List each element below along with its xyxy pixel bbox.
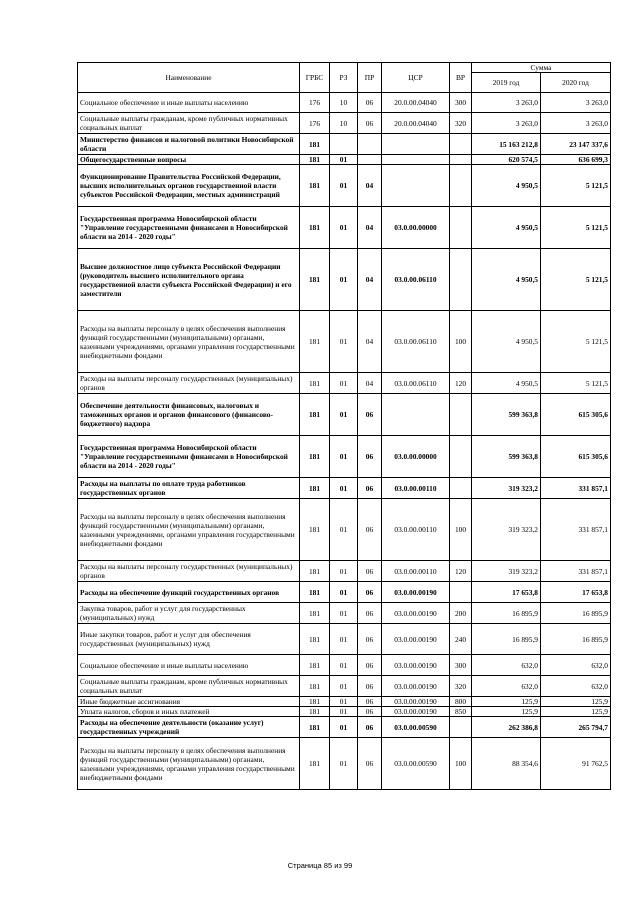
cell-pr: 06 [358, 697, 382, 707]
cell-csr: 03.0.00.00000 [382, 207, 450, 249]
cell-pr: 06 [358, 707, 382, 717]
cell-v2019: 4 950,5 [472, 373, 541, 394]
table-row [78, 394, 611, 436]
cell-csr: 03.0.00.06110 [382, 311, 450, 373]
cell-rz: 01 [330, 603, 358, 624]
cell-grbs: 181 [300, 561, 330, 582]
cell-name: Расходы на выплаты по оплате труда работников государственных органов [78, 478, 300, 499]
cell-vr [450, 436, 472, 478]
cell-grbs: 181 [300, 478, 330, 499]
cell-grbs: 181 [300, 311, 330, 373]
cell-grbs: 181 [300, 155, 330, 165]
cell-name: Социальное обеспечение и иные выплаты населению [78, 93, 300, 113]
cell-grbs: 176 [300, 93, 330, 113]
cell-pr: 04 [358, 373, 382, 394]
cell-vr: 100 [450, 738, 472, 790]
cell-v2019: 620 574,5 [472, 155, 541, 165]
cell-csr: 03.0.00.00110 [382, 478, 450, 499]
cell-v2019: 319 323,2 [472, 561, 541, 582]
cell-rz: 01 [330, 373, 358, 394]
cell-v2020: 615 305,6 [541, 394, 611, 436]
cell-name: Закупка товаров, работ и услуг для государственных (муниципальных) нужд [78, 603, 300, 624]
table-row [78, 499, 611, 561]
cell-rz: 01 [330, 311, 358, 373]
cell-pr [358, 155, 382, 165]
cell-csr [382, 394, 450, 436]
table-row [78, 373, 611, 394]
cell-vr [450, 165, 472, 207]
cell-vr [450, 207, 472, 249]
cell-grbs: 181 [300, 738, 330, 790]
cell-vr [450, 155, 472, 165]
cell-v2019: 632,0 [472, 676, 541, 697]
cell-grbs: 181 [300, 499, 330, 561]
cell-grbs: 181 [300, 603, 330, 624]
cell-name: Уплата налогов, сборов и иных платежей [78, 707, 300, 717]
cell-csr: 03.0.00.00190 [382, 676, 450, 697]
cell-csr [382, 165, 450, 207]
cell-name: Расходы на выплаты персоналу в целях обеспечения выполнения функций государственными (муниципальными) органами, казенными учреждениями, органами управления государственными внебюджетными фондами [78, 311, 300, 373]
cell-rz: 01 [330, 697, 358, 707]
cell-name: Социальное обеспечение и иные выплаты населению [78, 655, 300, 676]
table-row [78, 249, 611, 311]
cell-rz: 01 [330, 249, 358, 311]
cell-v2019: 599 363,8 [472, 394, 541, 436]
cell-rz: 01 [330, 478, 358, 499]
cell-pr: 06 [358, 436, 382, 478]
cell-v2020: 5 121,5 [541, 249, 611, 311]
cell-name: Высшее должностное лицо субъекта Российской Федерации (руководитель высшего исполнительного органа государственной власти субъекта Российской Федерации) и его заместители [78, 249, 300, 311]
cell-name: Государственная программа Новосибирской области "Управление государственными финансами в Новосибирской области на 2014 - 2020 годы" [78, 436, 300, 478]
cell-pr: 06 [358, 561, 382, 582]
cell-grbs: 181 [300, 676, 330, 697]
cell-v2020: 3 263,0 [541, 93, 611, 113]
cell-pr: 06 [358, 113, 382, 134]
cell-pr: 04 [358, 249, 382, 311]
cell-v2019: 125,9 [472, 697, 541, 707]
cell-csr: 03.0.00.00190 [382, 707, 450, 717]
table-row [78, 93, 611, 113]
cell-pr: 06 [358, 655, 382, 676]
cell-grbs: 181 [300, 655, 330, 676]
cell-v2020: 636 699,3 [541, 155, 611, 165]
cell-csr: 20.0.00.04040 [382, 93, 450, 113]
cell-vr: 300 [450, 655, 472, 676]
cell-pr [358, 134, 382, 155]
cell-name: Министерство финансов и налоговой политики Новосибирской области [78, 134, 300, 155]
cell-name: Обеспечение деятельности финансовых, налоговых и таможенных органов и органов финансового (финансово-бюджетного) надзора [78, 394, 300, 436]
cell-pr: 06 [358, 603, 382, 624]
cell-v2020: 331 857,1 [541, 561, 611, 582]
table-row [78, 113, 611, 134]
header-2019: 2019 год [472, 73, 541, 93]
cell-vr: 100 [450, 499, 472, 561]
cell-v2019: 3 263,0 [472, 93, 541, 113]
cell-v2020: 265 794,7 [541, 717, 611, 738]
table-row [78, 624, 611, 655]
cell-rz: 01 [330, 707, 358, 717]
cell-vr [450, 249, 472, 311]
header-vr: ВР [450, 63, 472, 93]
cell-csr: 03.0.00.00190 [382, 655, 450, 676]
cell-csr: 03.0.00.00190 [382, 624, 450, 655]
cell-grbs: 181 [300, 394, 330, 436]
cell-grbs: 176 [300, 113, 330, 134]
cell-v2020: 632,0 [541, 676, 611, 697]
cell-csr: 03.0.00.06110 [382, 373, 450, 394]
cell-v2020: 632,0 [541, 655, 611, 676]
cell-rz: 01 [330, 561, 358, 582]
cell-v2019: 319 323,2 [472, 478, 541, 499]
cell-name: Функционирование Правительства Российской Федерации, высших исполнительных органов государственной власти субъектов Российской Федерации, местных администраций [78, 165, 300, 207]
cell-v2019: 88 354,6 [472, 738, 541, 790]
header-rz: РЗ [330, 63, 358, 93]
cell-csr: 20.0.00.04040 [382, 113, 450, 134]
header-grbs: ГРБС [300, 63, 330, 93]
cell-grbs: 181 [300, 697, 330, 707]
cell-vr: 800 [450, 697, 472, 707]
cell-vr [450, 394, 472, 436]
cell-csr: 03.0.00.00190 [382, 603, 450, 624]
cell-vr [450, 134, 472, 155]
cell-v2019: 319 323,2 [472, 499, 541, 561]
cell-name: Общегосударственные вопросы [78, 155, 300, 165]
cell-vr [450, 717, 472, 738]
cell-v2020: 5 121,5 [541, 165, 611, 207]
cell-rz: 01 [330, 165, 358, 207]
cell-rz: 01 [330, 655, 358, 676]
cell-name: Расходы на выплаты персоналу в целях обеспечения выполнения функций государственными (муниципальными) органами, казенными учреждениями, органами управления государственными внебюджетными фондами [78, 738, 300, 790]
table-row [78, 707, 611, 717]
cell-pr: 06 [358, 478, 382, 499]
cell-csr: 03.0.00.00190 [382, 697, 450, 707]
cell-vr: 300 [450, 93, 472, 113]
cell-csr: 03.0.00.00190 [382, 582, 450, 603]
cell-v2020: 91 762,5 [541, 738, 611, 790]
table-row [78, 155, 611, 165]
table-row [78, 655, 611, 676]
table-row [78, 676, 611, 697]
cell-v2020: 16 895,9 [541, 624, 611, 655]
cell-rz: 01 [330, 155, 358, 165]
cell-pr: 06 [358, 676, 382, 697]
header-sum: Сумма [472, 63, 611, 73]
cell-v2019: 16 895,9 [472, 624, 541, 655]
cell-v2020: 125,9 [541, 707, 611, 717]
table-row [78, 738, 611, 790]
budget-table [77, 62, 611, 790]
table-row [78, 697, 611, 707]
table-row [78, 478, 611, 499]
header-pr: ПР [358, 63, 382, 93]
cell-v2020: 331 857,1 [541, 478, 611, 499]
cell-grbs: 181 [300, 134, 330, 155]
cell-csr [382, 155, 450, 165]
cell-v2019: 3 263,0 [472, 113, 541, 134]
table-row [78, 165, 611, 207]
cell-vr: 120 [450, 561, 472, 582]
cell-v2020: 5 121,5 [541, 373, 611, 394]
cell-name: Государственная программа Новосибирской области "Управление государственными финансами в Новосибирской области на 2014 - 2020 годы" [78, 207, 300, 249]
cell-rz: 01 [330, 717, 358, 738]
cell-grbs: 181 [300, 582, 330, 603]
cell-v2019: 15 163 212,8 [472, 134, 541, 155]
cell-rz: 01 [330, 676, 358, 697]
cell-vr: 320 [450, 113, 472, 134]
cell-v2020: 331 857,1 [541, 499, 611, 561]
cell-grbs: 181 [300, 436, 330, 478]
cell-rz: 01 [330, 394, 358, 436]
cell-name: Расходы на обеспечение функций государственных органов [78, 582, 300, 603]
cell-v2020: 17 653,8 [541, 582, 611, 603]
cell-csr: 03.0.00.00000 [382, 436, 450, 478]
cell-grbs: 181 [300, 624, 330, 655]
header-name: Наименование [78, 63, 300, 93]
cell-csr: 03.0.00.00590 [382, 717, 450, 738]
cell-name: Расходы на выплаты персоналу государственных (муниципальных) органов [78, 373, 300, 394]
cell-name: Иные бюджетные ассигнования [78, 697, 300, 707]
cell-rz: 01 [330, 207, 358, 249]
cell-vr: 320 [450, 676, 472, 697]
cell-v2019: 632,0 [472, 655, 541, 676]
cell-pr: 06 [358, 624, 382, 655]
cell-rz: 01 [330, 436, 358, 478]
cell-v2019: 4 950,5 [472, 207, 541, 249]
table-row [78, 582, 611, 603]
header-2020: 2020 год [541, 73, 611, 93]
table-row [78, 561, 611, 582]
cell-grbs: 181 [300, 207, 330, 249]
cell-rz: 01 [330, 738, 358, 790]
cell-rz: 01 [330, 499, 358, 561]
cell-rz: 01 [330, 624, 358, 655]
cell-grbs: 181 [300, 717, 330, 738]
cell-v2019: 4 950,5 [472, 165, 541, 207]
cell-v2019: 125,9 [472, 707, 541, 717]
table-row [78, 717, 611, 738]
cell-v2019: 599 363,8 [472, 436, 541, 478]
cell-vr: 100 [450, 311, 472, 373]
cell-v2020: 5 121,5 [541, 207, 611, 249]
cell-rz: 10 [330, 113, 358, 134]
cell-v2020: 23 147 337,6 [541, 134, 611, 155]
cell-csr: 03.0.00.06110 [382, 249, 450, 311]
cell-csr [382, 134, 450, 155]
cell-v2019: 262 386,8 [472, 717, 541, 738]
cell-v2019: 17 653,8 [472, 582, 541, 603]
cell-name: Расходы на выплаты персоналу в целях обеспечения выполнения функций государственными (муниципальными) органами, казенными учреждениями, органами управления государственными внебюджетными фондами [78, 499, 300, 561]
cell-v2020: 615 305,6 [541, 436, 611, 478]
cell-name: Расходы на обеспечение деятельности (оказание услуг) государственных учреждений [78, 717, 300, 738]
cell-pr: 06 [358, 738, 382, 790]
cell-pr: 06 [358, 499, 382, 561]
table-row [78, 311, 611, 373]
cell-v2020: 16 895,9 [541, 603, 611, 624]
cell-name: Социальные выплаты гражданам, кроме публичных нормативных социальных выплат [78, 113, 300, 134]
cell-v2019: 4 950,5 [472, 311, 541, 373]
cell-vr: 240 [450, 624, 472, 655]
cell-vr [450, 478, 472, 499]
cell-grbs: 181 [300, 249, 330, 311]
cell-v2020: 5 121,5 [541, 311, 611, 373]
table-row [78, 134, 611, 155]
page-footer: Страница 85 из 99 [287, 861, 353, 870]
cell-rz [330, 134, 358, 155]
cell-grbs: 181 [300, 165, 330, 207]
cell-vr: 850 [450, 707, 472, 717]
table-row [78, 207, 611, 249]
cell-name: Социальные выплаты гражданам, кроме публичных нормативных социальных выплат [78, 676, 300, 697]
cell-pr: 06 [358, 394, 382, 436]
cell-vr [450, 582, 472, 603]
table-body [78, 93, 611, 790]
cell-name: Иные закупки товаров, работ и услуг для обеспечения государственных (муниципальных) нужд [78, 624, 300, 655]
cell-csr: 03.0.00.00110 [382, 561, 450, 582]
cell-name: Расходы на выплаты персоналу государственных (муниципальных) органов [78, 561, 300, 582]
cell-pr: 06 [358, 717, 382, 738]
cell-grbs: 181 [300, 373, 330, 394]
cell-rz: 01 [330, 582, 358, 603]
cell-v2019: 16 895,9 [472, 603, 541, 624]
cell-vr: 120 [450, 373, 472, 394]
cell-vr: 200 [450, 603, 472, 624]
cell-pr: 04 [358, 311, 382, 373]
cell-pr: 04 [358, 207, 382, 249]
cell-pr: 06 [358, 93, 382, 113]
cell-v2020: 125,9 [541, 697, 611, 707]
cell-csr: 03.0.00.00110 [382, 499, 450, 561]
table-row [78, 436, 611, 478]
cell-pr: 06 [358, 582, 382, 603]
cell-grbs: 181 [300, 707, 330, 717]
cell-v2020: 3 263,0 [541, 113, 611, 134]
cell-rz: 10 [330, 93, 358, 113]
cell-pr: 04 [358, 165, 382, 207]
cell-v2019: 4 950,5 [472, 249, 541, 311]
header-csr: ЦСР [382, 63, 450, 93]
cell-csr: 03.0.00.00590 [382, 738, 450, 790]
table-row [78, 603, 611, 624]
